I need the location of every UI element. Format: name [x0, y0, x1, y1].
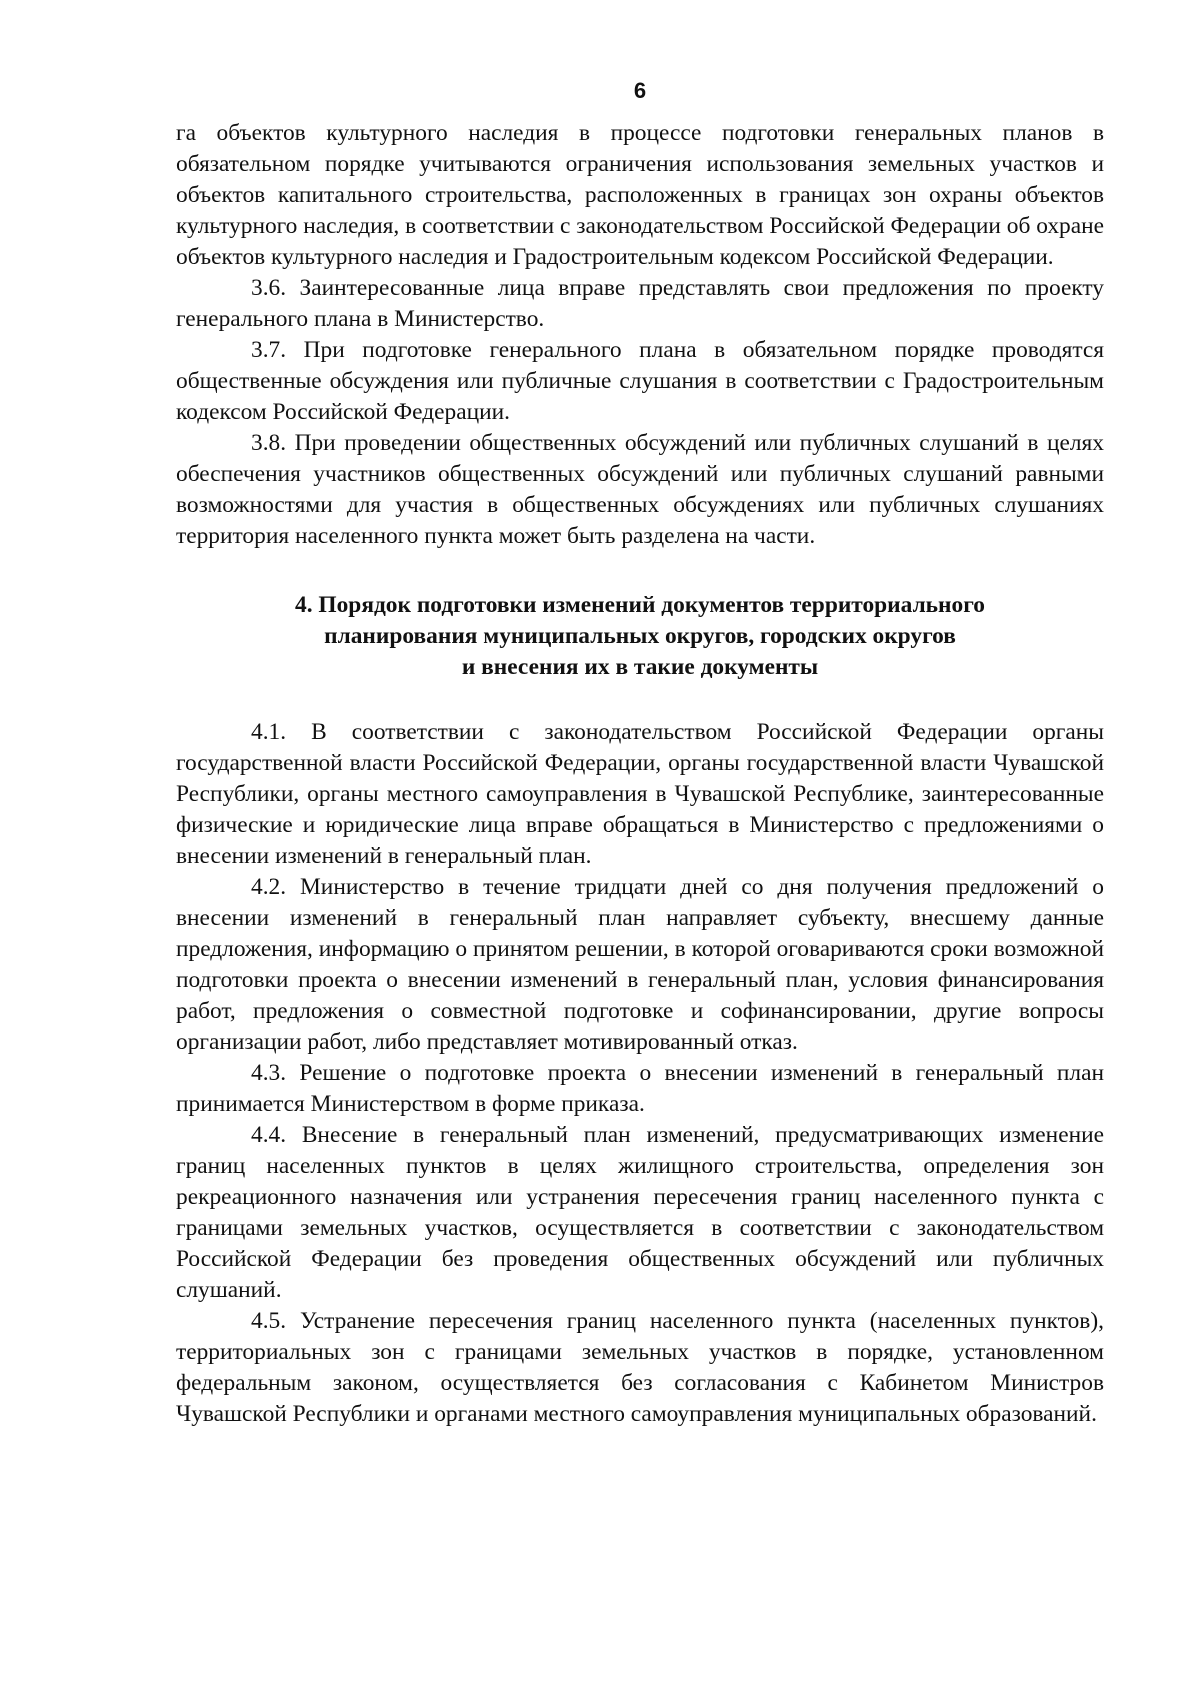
section-4-heading: [176, 590, 1104, 683]
paragraph-4-4: 4.4. Внесение в генеральный план изменений, предусматривающих изменение границ населенных пунктов в целях жилищного строительства, определения зон рекреационного назначения или устранения пересечения границ населенного пункта с границами земельных участков, осуществляется в соответствии с законодательством Российской Федерации без проведения общественных обсуждений или публичных слушаний.: [176, 1122, 1104, 1303]
paragraph-3-6: 3.6. Заинтересованные лица вправе представлять свои предложения по проекту генерального плана в Министерство.: [176, 275, 1104, 332]
section-heading-line: планирования муниципальных округов, городских округов: [324, 623, 956, 649]
paragraph-continuation: га объектов культурного наследия в процессе подготовки генеральных планов в обязательном порядке учитываются ограничения использования земельных участков и объектов капитального строительства, расположенных в границах зон охраны объектов культурного наследия, в соответствии с законодательством Российской Федерации об охране объектов культурного наследия и Градостроительным кодексом Российской Федерации.: [176, 120, 1104, 270]
page-number: 6: [633, 78, 647, 103]
section-heading-line: и внесения их в такие документы: [461, 654, 819, 680]
document-body: [176, 118, 1104, 1430]
paragraph-3-7: 3.7. При подготовке генерального плана в обязательном порядке проводятся общественные обсуждения или публичные слушания в соответствии с Градостроительным кодексом Российской Федерации.: [176, 337, 1104, 425]
paragraph-4-2: 4.2. Министерство в течение тридцати дней со дня получения предложений о внесении изменений в генеральный план направляет субъекту, внесшему данные предложения, информацию о принятом решении, в которой оговариваются сроки возможной подготовки проекта о внесении изменений в генеральный план, условия финансирования работ, предложения о совместной подготовке и софинансировании, другие вопросы организации работ, либо представляет мотивированный отказ.: [176, 874, 1104, 1055]
paragraph-4-3: 4.3. Решение о подготовке проекта о внесении изменений в генеральный план принимается Министерством в форме приказа.: [176, 1060, 1104, 1117]
section-heading-line: 4. Порядок подготовки изменений документов территориального: [295, 592, 985, 618]
paragraph-4-5: 4.5. Устранение пересечения границ населенного пункта (населенных пунктов), территориальных зон с границами земельных участков в порядке, установленном федеральным законом, осуществляется без согласования с Кабинетом Министров Чувашской Республики и органами местного самоуправления муниципальных образований.: [176, 1308, 1104, 1427]
paragraph-4-1: 4.1. В соответствии с законодательством Российской Федерации органы государственной власти Российской Федерации, органы государственной власти Чувашской Республики, органы местного самоуправления в Чувашской Республике, заинтересованные физические и юридические лица вправе обращаться в Министерство с предложениями о внесении изменений в генеральный план.: [176, 719, 1104, 869]
paragraph-3-8: 3.8. При проведении общественных обсуждений или публичных слушаний в целях обеспечения участников общественных обсуждений или публичных слушаний равными возможностями для участия в общественных обсуждениях или публичных слушаниях территория населенного пункта может быть разделена на части.: [176, 430, 1104, 549]
